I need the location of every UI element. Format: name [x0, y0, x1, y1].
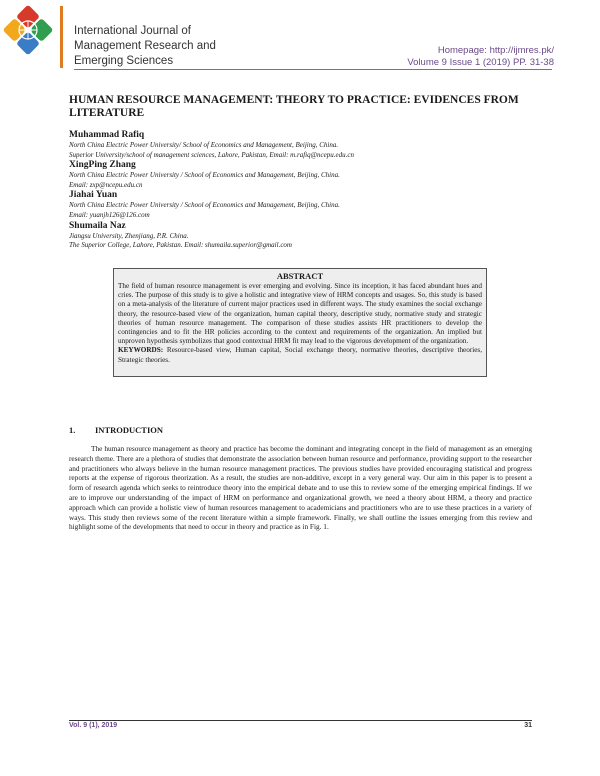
- page-number: 31: [524, 722, 532, 729]
- footer-divider: [69, 720, 532, 721]
- author-name: XingPing Zhang: [69, 160, 136, 171]
- author-affiliation: Email: zxp@ncepu.edu.cn: [69, 180, 143, 189]
- author-name: Jiahai Yuan: [69, 190, 118, 201]
- keywords-list: Resource-based view, Human capital, Social exchange theory, normative theories, descriptive theories, Strategic theories.: [118, 346, 482, 364]
- introduction-paragraph: The human resource management as theory and practice has become the dominant and integrating concept in the field of management as an emerging research theme. There are a plethora of studies that demonstrate the association between human resource and performance, providing support to the researcher and practitioners who always believe in the human resource management practices. The previous studies have provided encouraging statistical and progress reports at the expense of rigorous theorization. As a result, the studies are non-additive, except in a very general way. Our aim in this paper is to present a form of research agenda which seeks to reintroduce theory into the empirical debate and to use this to review some of the emerging empirical findings. If we are to improve our understanding of the impact of HRM on performance and organizational growth, we need a theory about HRM, a theory and practice approach which can provide a holistic view of human resources management to academicians and practitioners who are to use these practices in a variety of ways. This study then reviews some of the recent literature within a simple framework. Finally, we shall outline the issues emerging from this review and highlight some of the developments that need to occur in theory and practice as in Fig. 1.: [69, 444, 532, 532]
- journal-name-line-3: Emerging Sciences: [74, 55, 174, 67]
- abstract-box: [113, 268, 487, 377]
- homepage-link[interactable]: Homepage: http://ijmres.pk/: [437, 45, 554, 56]
- abstract-heading: ABSTRACT: [276, 271, 324, 281]
- keywords-label: KEYWORDS:: [118, 346, 164, 355]
- journal-meta: [407, 45, 554, 69]
- header-accent-line: [60, 6, 63, 68]
- header-divider: [74, 69, 552, 70]
- section-title: INTRODUCTION: [95, 425, 164, 435]
- abstract-text: The field of human resource management is ever emerging and evolving. Since its inception, it has faced abundant hues and cries. The purpose of this study is to give a holistic and integrative view of HRM concepts and usages. So, this study is based on a meta-analysis of the literature of current major practices used in different ways. The study examines the social exchange theory, the resource-based view of the organization, human capital theory, descriptive study, normative study and strategic theories of human resource management. The comparison of these studies assists HR practitioners to develop the contingencies and to fit the HR policies according to the context and requirements of the organization. An implied but unproven hypothesis symbolizes that good contextual HRM fit may lead to the vigorous development of the organization.: [118, 282, 482, 346]
- paper-title: HUMAN RESOURCE MANAGEMENT: THEORY TO PRACTICE: EVIDENCES FROM LITERATURE: [69, 94, 519, 119]
- journal-name-line-1: International Journal of: [74, 25, 191, 37]
- author-affiliation: North China Electric Power University / School of Economics and Management, Beijing, China.: [69, 171, 340, 180]
- journal-name-line-2: Management Research and: [74, 40, 216, 52]
- author-list: [69, 130, 549, 251]
- author-affiliation: Jiangsu University, Zhenjiang, P.R. China.: [69, 231, 189, 240]
- author-block: [69, 190, 549, 220]
- journal-logo-icon: [0, 2, 56, 58]
- author-name: Muhammad Rafiq: [69, 130, 145, 140]
- author-affiliation: The Superior College, Lahore, Pakistan. Email: shumaila.superior@gmail.com: [69, 241, 292, 250]
- footer-volume: Vol. 9 (1), 2019: [69, 722, 118, 729]
- author-affiliation: Email: yuanjh126@126.com: [69, 210, 150, 219]
- issue-info: Volume 9 Issue 1 (2019) PP. 31-38: [407, 57, 554, 68]
- author-name: Shumaila Naz: [69, 220, 126, 231]
- section-number: 1.: [69, 425, 76, 435]
- author-block: [69, 160, 549, 190]
- author-block: [69, 221, 549, 251]
- keywords: [118, 346, 482, 364]
- author-affiliation: North China Electric Power University/ School of Economics and Management, Beijing, China.: [69, 141, 339, 149]
- author-block: [69, 130, 549, 160]
- journal-name: [74, 24, 274, 69]
- author-affiliation: Superior University/school of management sciences, Lahore, Pakistan, Email: m.rafiq@ncepu.edu.cn: [69, 150, 354, 159]
- section-heading: [69, 425, 163, 435]
- author-affiliation: North China Electric Power University / School of Economics and Management, Beijing, China.: [69, 201, 340, 210]
